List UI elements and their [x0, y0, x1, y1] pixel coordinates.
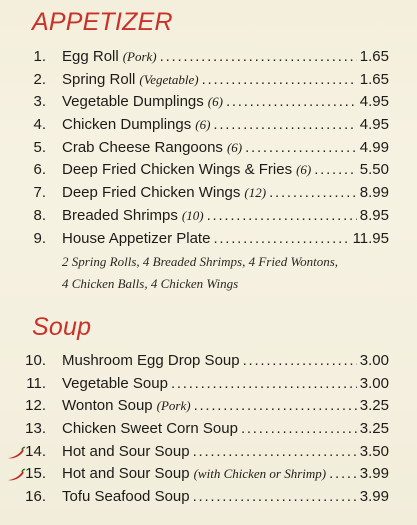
menu-item [62, 463, 389, 486]
dot-leader [329, 463, 357, 486]
menu-item-row [0, 350, 417, 373]
menu-item-number: 10. [25, 352, 46, 369]
dot-leader [241, 418, 357, 441]
menu-item-price: 4.95 [359, 93, 389, 111]
menu-item-price: 3.50 [359, 442, 389, 460]
menu-item-name: Spring Roll [62, 70, 136, 88]
dot-leader [226, 91, 357, 114]
menu-item [62, 46, 389, 69]
menu-item-qualifier: (Pork) [122, 49, 157, 64]
menu-item-qualifier: (6) [207, 94, 223, 110]
menu-item [62, 441, 389, 464]
dot-leader [160, 46, 357, 69]
dot-leader [171, 373, 357, 396]
menu-item-row [0, 418, 417, 441]
menu-item-number: 4. [33, 116, 46, 134]
menu-item-qualifier: (Vegetable) [139, 71, 199, 87]
dot-leader [213, 114, 356, 137]
menu-item-number: 1. [33, 48, 46, 65]
menu-item-qualifier: (with Chicken or Shrimp) [193, 466, 327, 482]
menu-item-row [0, 463, 417, 486]
menu-item-row [0, 182, 417, 205]
menu-item-name: Hot and Sour Soup [62, 465, 190, 483]
menu-item [62, 91, 389, 114]
menu-item-price: 3.99 [359, 488, 389, 506]
menu-item-qualifier: (12) [244, 185, 267, 201]
menu-item-name: Wonton Soup [62, 397, 153, 415]
menu-item-name: Deep Fried Chicken Wings & Fries [62, 161, 293, 179]
menu-item-price: 1.65 [359, 48, 389, 65]
menu-item-price: 5.50 [359, 161, 389, 179]
menu-item-number: 8. [33, 206, 46, 224]
menu-item-qualifier: (6) [195, 117, 211, 133]
menu-item [62, 486, 389, 509]
dot-leader [213, 228, 349, 251]
dot-leader [194, 395, 357, 418]
menu-item [62, 182, 389, 205]
menu-item-name: Crab Cheese Rangoons [62, 138, 223, 156]
menu-item [62, 137, 389, 160]
menu-item-number: 9. [33, 229, 46, 247]
menu-item-number: 2. [33, 70, 46, 88]
dot-leader [314, 159, 357, 182]
menu-item-price: 4.99 [359, 138, 389, 156]
menu-item-number: 11. [26, 374, 46, 392]
menu-item [62, 114, 389, 137]
menu-item-row [0, 46, 417, 69]
menu-item-number: 5. [33, 138, 46, 156]
menu-item [62, 159, 389, 182]
menu-item-qualifier: (10) [181, 207, 204, 223]
dot-leader [269, 182, 357, 205]
soup-list [0, 350, 417, 509]
menu-item-row [0, 91, 417, 114]
menu-item-number: 16. [25, 488, 46, 506]
menu-item [62, 350, 389, 373]
menu-item-row [0, 159, 417, 182]
menu-item-row [0, 486, 417, 509]
menu-item [62, 373, 389, 396]
soup-heading: Soup [32, 313, 92, 341]
menu-item-row [0, 69, 417, 92]
dot-leader [245, 137, 357, 160]
menu-item-row [0, 205, 417, 228]
menu-item-row [0, 228, 417, 251]
menu-item-price: 3.25 [359, 420, 389, 438]
menu-item-price: 1.65 [359, 70, 389, 88]
menu-item-name: Egg Roll [62, 48, 119, 65]
menu-item-name: Chicken Sweet Corn Soup [62, 420, 238, 438]
menu-item-price: 3.99 [359, 465, 389, 483]
menu-item-number: 6. [33, 161, 46, 179]
menu-item [62, 205, 389, 228]
menu-item-price: 8.95 [359, 206, 389, 224]
menu-item-name: Breaded Shrimps [62, 206, 178, 224]
menu-item [62, 228, 389, 251]
dot-leader [193, 441, 357, 464]
menu-item-number: 15. [25, 465, 46, 483]
menu-item-number: 12. [25, 397, 46, 415]
menu-item-price: 4.95 [359, 116, 389, 134]
dot-leader [202, 69, 357, 92]
menu-item-price: 11.95 [352, 229, 389, 247]
menu-item-number: 14. [25, 442, 46, 460]
menu-item-name: Hot and Sour Soup [62, 442, 190, 460]
menu-item [62, 418, 389, 441]
appetizer-heading: APPETIZER [32, 8, 173, 36]
menu-item-price: 3.00 [359, 352, 389, 369]
menu-item-name: House Appetizer Plate [62, 229, 211, 247]
menu-item [62, 395, 389, 418]
menu-item-number: 13. [25, 420, 46, 438]
menu-item-name: Deep Fried Chicken Wings [62, 184, 241, 202]
menu-item-name: Mushroom Egg Drop Soup [62, 352, 240, 369]
menu-item-qualifier: (6) [226, 139, 243, 155]
dot-leader [193, 486, 357, 509]
menu-item-name: Chicken Dumplings [62, 116, 192, 134]
menu-item-number: 7. [33, 184, 46, 202]
menu-item-price: 3.25 [359, 397, 389, 415]
appetizer-plate-note-line2: 4 Chicken Balls, 4 Chicken Wings [62, 276, 239, 291]
menu-item-name: Vegetable Soup [62, 374, 168, 392]
menu-item-row [0, 114, 417, 137]
menu-item-row [0, 137, 417, 160]
menu-item-number: 3. [33, 93, 46, 111]
dot-leader [243, 350, 357, 373]
menu-item-row [0, 395, 417, 418]
menu-item-price: 3.00 [359, 374, 389, 392]
appetizer-plate-note-line1: 2 Spring Rolls, 4 Breaded Shrimps, 4 Fried Wontons, [62, 254, 339, 269]
menu-item-qualifier: (Pork) [156, 398, 191, 414]
appetizer-list [0, 46, 417, 250]
menu-item [62, 69, 389, 92]
dot-leader [207, 205, 357, 228]
menu-item-name: Tofu Seafood Soup [62, 488, 190, 506]
menu-item-price: 8.99 [359, 184, 389, 202]
menu-item-row [0, 373, 417, 396]
menu-item-row [0, 441, 417, 464]
menu-item-qualifier: (6) [296, 162, 312, 178]
menu-item-name: Vegetable Dumplings [62, 93, 204, 111]
